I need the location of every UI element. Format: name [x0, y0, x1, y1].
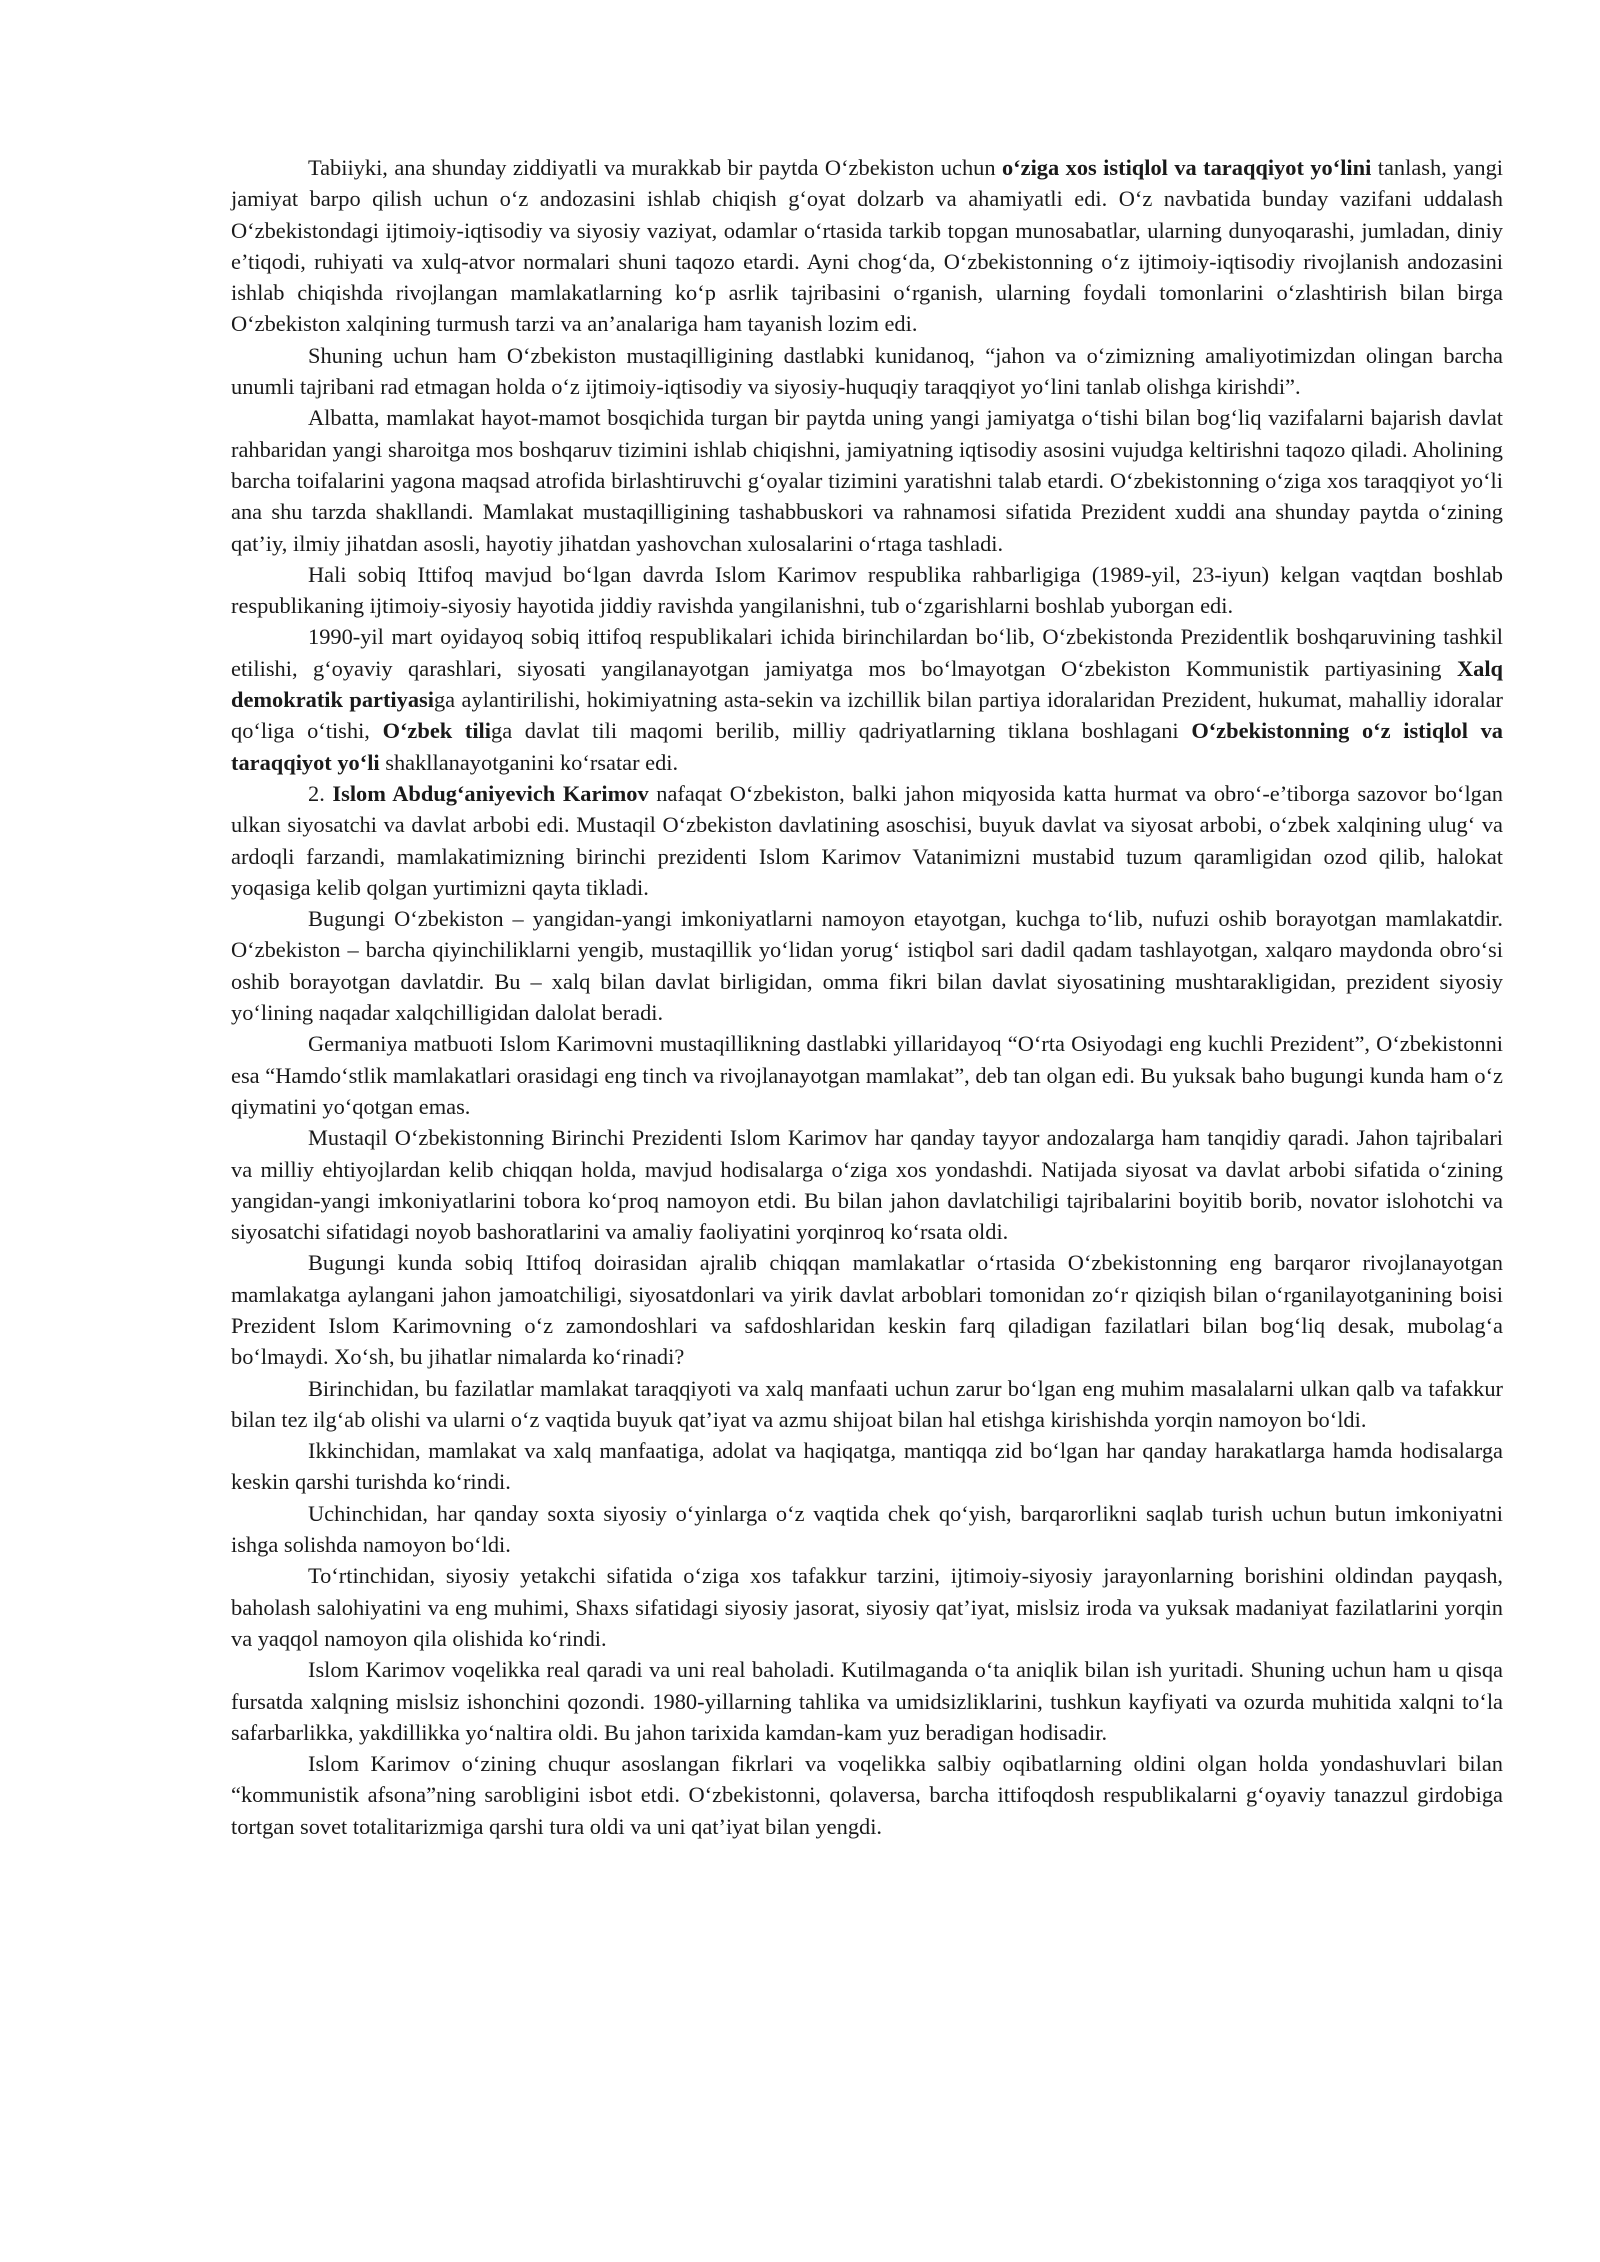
- paragraph-15: Islom Karimov voqelikka real qaradi va uni real baholadi. Kutilmaganda o‘ta aniqlik bilan ish yuritadi. Shuning uchun ham u qisqa fursatda xalqning mislsiz ishonchini qozondi. 1980-yillarning tahlika va umidsizliklarini, tushkun kayfiyati va ozurda muhitida xalqni to‘la safarbarlikka, yakdillikka yo‘naltira oldi. Bu jahon tarixida kamdan-kam yuz beradigan hodisadir.: [231, 1657, 1503, 1745]
- paragraph-10: Bugungi kunda sobiq Ittifoq doirasidan ajralib chiqqan mamlakatlar o‘rtasida O‘zbekistonning eng barqaror rivojlanayotgan mamlakatga aylangani jahon jamoatchiligi, siyosatdonlari va yirik davlat arboblari tomonidan zo‘r qiziqish bilan o‘rganilayotganining boisi Prezident Islom Karimovning o‘z zamondoshlari va safdoshlaridan keskin farq qiladigan fazilatlari bilan bog‘liq desak, mubolag‘a bo‘lmaydi. Xo‘sh, bu jihatlar nimalarda ko‘rinadi?: [231, 1250, 1503, 1370]
- paragraph-6: [231, 778, 1503, 903]
- paragraph-text: shakllanayotganini ko‘rsatar edi.: [379, 749, 679, 775]
- section-number: 2.: [308, 780, 333, 806]
- bold-phrase: O‘zbekistonning o‘z istiqlol va taraqqiyot yo‘li: [231, 718, 1503, 775]
- paragraph-4: Hali sobiq Ittifoq mavjud bo‘lgan davrda Islom Karimov respublika rahbarligiga (1989-yil, 23-iyun) kelgan vaqtdan boshlab respublikaning ijtimoiy-siyosiy hayotida jiddiy ravishda yangilanishni, tub o‘zgarishlarni boshlab yuborgan edi.: [231, 561, 1503, 619]
- bold-phrase: O‘zbek tili: [382, 718, 491, 744]
- paragraph-5: [231, 621, 1503, 777]
- paragraph-9: Mustaqil O‘zbekistonning Birinchi Prezidenti Islom Karimov har qanday tayyor andozalarga ham tanqidiy qaradi. Jahon tajribalari va milliy ehtiyojlardan kelib chiqqan holda, mavjud hodisalarga o‘ziga xos yondashdi. Natijada siyosat va davlat arbobi sifatida o‘zining yangidan-yangi imkoniyatlarini tobora ko‘proq namoyon etdi. Bu bilan jahon davlatchiligi tajribalarini boyitib borib, novator islohotchi va siyosatchi sifatidagi noyob bashoratlarini va amaliy faoliyatini yorqinroq ko‘rsata oldi.: [231, 1125, 1503, 1245]
- paragraph-13: Uchinchidan, har qanday soxta siyosiy o‘yinlarga o‘z vaqtida chek qo‘yish, barqarorlikni saqlab turish uchun butun imkoniyatni ishga solishda namoyon bo‘ldi.: [231, 1500, 1503, 1558]
- paragraph-12: Ikkinchidan, mamlakat va xalq manfaatiga, adolat va haqiqatga, mantiqqa zid bo‘lgan har qanday harakatlarga hamda hodisalarga keskin qarshi turishda ko‘rindi.: [231, 1438, 1503, 1495]
- paragraph-text: tanlash, yangi jamiyat barpo qilish uchun o‘z andozasini ishlab chiqish g‘oyat dolzarb va ahamiyatli edi. O‘z navbatida bunday vazifani uddalash O‘zbekistondagi ijtimoiy-iqtisodiy va siyosiy vaziyat, odamlar o‘rtasida tarkib topgan munosabatlar, ularning dunyoqarashi, jumladan, diniy e’tiqodi, ruhiyati va xulq-atvor normalari shuni taqozo etardi. Ayni chog‘da, O‘zbekistonning o‘z ijtimoiy-iqtisodiy rivojlanish andozasini ishlab chiqishda rivojlangan mamlakatlarning ko‘p asrlik tajribasini o‘rganish, ularning foydali tomonlarini o‘zlashtirish bilan birga O‘zbekiston xalqining turmush tarzi va an’analariga ham tayanish lozim edi.: [231, 155, 1503, 337]
- paragraph-text: 1990-yil mart oyidayoq sobiq ittifoq respublikalari ichida birinchilardan bo‘lib, O‘zbekistonda Prezidentlik boshqaruvining tashkil etilishi, g‘oyaviy qarashlari, siyosati yangilanayotgan jamiyatga mos bo‘lmayotgan O‘zbekiston Kommunistik partiyasining: [231, 624, 1503, 681]
- paragraph-1: [231, 152, 1503, 340]
- paragraph-8: Germaniya matbuoti Islom Karimovni mustaqillikning dastlabki yillaridayoq “O‘rta Osiyodagi eng kuchli Prezident”, O‘zbekistonni esa “Hamdo‘stlik mamlakatlari orasidagi eng tinch va rivojlanayotgan mamlakat”, deb tan olgan edi. Bu yuksak baho bugungi kunda ham o‘z qiymatini yo‘qotgan emas.: [231, 1031, 1503, 1119]
- paragraph-11: Birinchidan, bu fazilatlar mamlakat taraqqiyoti va xalq manfaati uchun zarur bo‘lgan eng muhim masalalarni ulkan qalb va tafakkur bilan tez ilg‘ab olishi va ularni o‘z vaqtida buyuk qat’iyat va azmu shijoat bilan hal etishga kirishishda yorqin namoyon bo‘ldi.: [231, 1375, 1503, 1432]
- paragraph-2: Shuning uchun ham O‘zbekiston mustaqilligining dastlabki kunidanoq, “jahon va o‘zimizning amaliyotimizdan olingan barcha unumli tajribani rad etmagan holda o‘z ijtimoiy-iqtisodiy va siyosiy-huquqiy taraqqiyot yo‘lini tanlab olishga kirishdi”.: [231, 342, 1503, 400]
- paragraph-text: nafaqat O‘zbekiston, balki jahon miqyosida katta hurmat va obro‘-e’tiborga sazovor bo‘lgan ulkan siyosatchi va davlat arbobi edi. Mustaqil O‘zbekiston davlatining asoschisi, buyuk davlat va siyosat arbobi, o‘zbek xalqining ulug‘ va ardoqli farzandi, mamlakatimizning birinchi prezidenti Islom Karimov Vatanimizni mustabid tuzum qaramligidan ozod qilib, halokat yoqasiga kelib qolgan yurtimizni qayta tikladi.: [231, 780, 1504, 900]
- paragraph-text: Tabiiyki, ana shunday ziddiyatli va murakkab bir paytda O‘zbekiston uchun: [308, 155, 1002, 180]
- document-body: [231, 152, 1503, 1842]
- paragraph-16: Islom Karimov o‘zining chuqur asoslangan fikrlari va voqelikka salbiy oqibatlarning oldini olgan holda yondashuvlari bilan “kommunistik afsona”ning sarobligini isbot etdi. O‘zbekistonni, qolaversa, barcha ittifoqdosh respublikalarni g‘oyaviy tanazzul girdobiga tortgan sovet totalitarizmiga qarshi tura oldi va uni qat’iyat bilan yengdi.: [231, 1751, 1503, 1839]
- bold-phrase: Xalq demokratik partiyasi: [231, 655, 1503, 713]
- bold-phrase: Islom Abdug‘aniyevich Karimov: [332, 780, 649, 806]
- paragraph-7: Bugungi O‘zbekiston – yangidan-yangi imkoniyatlarni namoyon etayotgan, kuchga to‘lib, nufuzi oshib borayotgan mamlakatdir. O‘zbekiston – barcha qiyinchiliklarni yengib, mustaqillik yo‘lidan yorug‘ istiqbol sari dadil qadam tashlayotgan, xalqaro maydonda obro‘si oshib borayotgan davlatdir. Bu – xalq bilan davlat birligidan, omma fikri bilan davlat siyosatining mushtarakligidan, prezident siyosiy yo‘lining naqadar xalqchilligidan dalolat beradi.: [231, 906, 1503, 1026]
- paragraph-3: Albatta, mamlakat hayot-mamot bosqichida turgan bir paytda uning yangi jamiyatga o‘tishi bilan bog‘liq vazifalarni bajarish davlat rahbaridan yangi sharoitga mos boshqaruv tizimini ishlab chiqishni, jamiyatning iqtisodiy asosini vujudga keltirishni taqozo qiladi. Aholining barcha toifalarini yagona maqsad atrofida birlashtiruvchi g‘oyalar tizimini yaratishni talab etardi. O‘zbekistonning o‘ziga xos taraqqiyot yo‘li ana shu tarzda shakllandi. Mamlakat mustaqilligining tashabbuskori va rahnamosi sifatida Prezident xuddi ana shunday paytda o‘zining qat’iy, ilmiy jihatdan asosli, hayotiy jihatdan yashovchan xulosalarini o‘rtaga tashladi.: [231, 405, 1503, 556]
- paragraph-text: ga davlat tili maqomi berilib, milliy qadriyatlarning tiklana boshlagani: [491, 718, 1192, 744]
- bold-phrase: o‘ziga xos istiqlol va taraqqiyot yo‘lini: [1001, 155, 1372, 180]
- paragraph-14: To‘rtinchidan, siyosiy yetakchi sifatida o‘ziga xos tafakkur tarzini, ijtimoiy-siyosiy jarayonlarning borishini oldindan payqash, baholash salohiyatini va eng muhimi, Shaxs sifatidagi siyosiy jasorat, siyosiy qat’iyat, mislsiz iroda va yuksak madaniyat fazilatlarini yorqin va yaqqol namoyon qila olishida ko‘rindi.: [231, 1563, 1503, 1651]
- paragraph-text: ga aylantirilishi, hokimiyatning asta-sekin va izchillik bilan partiya idoralaridan Prezident, hukumat, mahalliy idoralar qo‘liga o‘tishi,: [231, 687, 1503, 744]
